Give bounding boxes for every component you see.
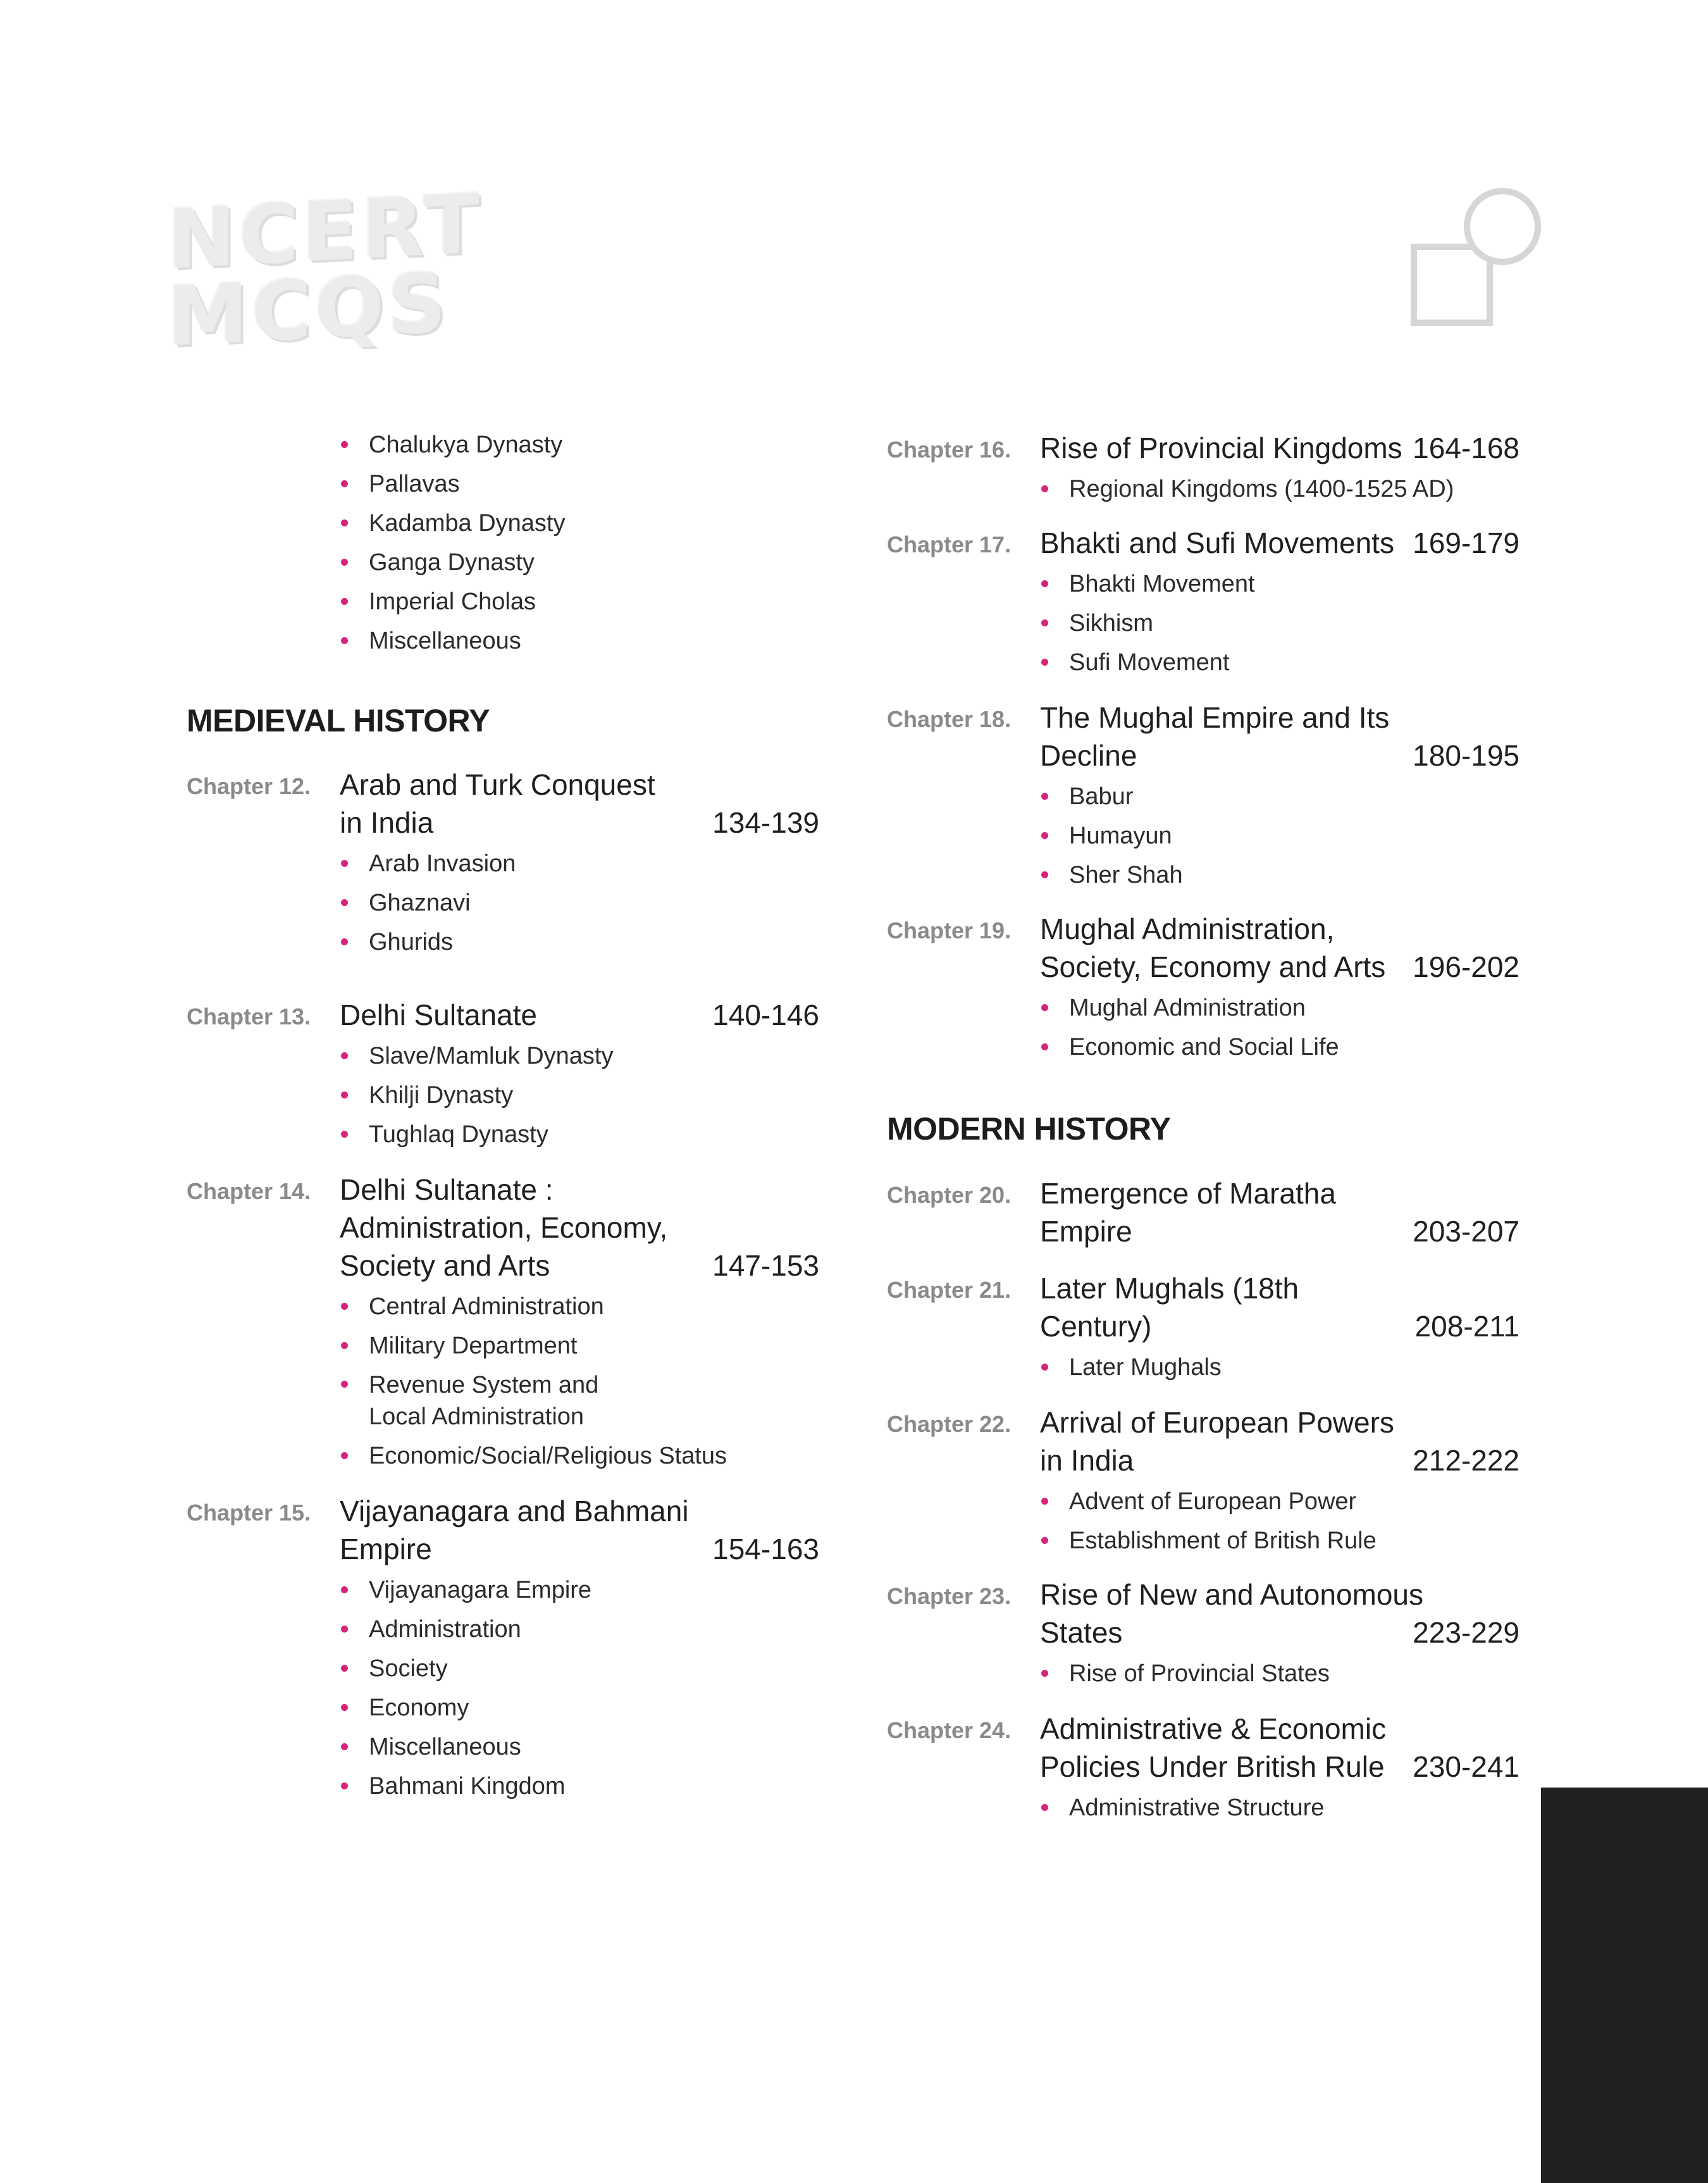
topic-item: Sikhism <box>1040 604 1521 643</box>
chapter-title: Administrative & Economic Policies Under British Rule <box>1040 1712 1387 1783</box>
chapter-pages: 212-222 <box>1413 1444 1519 1477</box>
chapter-pages: 169-179 <box>1413 526 1519 559</box>
chapter-number: Chapter 14. <box>187 1178 311 1204</box>
topic-item: Establishment of British Rule <box>1040 1521 1521 1560</box>
chapter-number: Chapter 22. <box>887 1411 1012 1437</box>
topic-item: Ghaznavi <box>340 883 820 923</box>
topic-item: Economy <box>340 1688 820 1727</box>
topic-list <box>1040 470 1521 509</box>
logo-line-2: MCQS <box>168 256 450 365</box>
topic-item: Economic and Social Life <box>1040 1028 1521 1067</box>
chapter-title: The Mughal Empire and Its Decline <box>1040 701 1390 772</box>
chapter-title: Mughal Administration, Society, Economy and Arts <box>1040 912 1386 983</box>
section-title-modern: MODERN HISTORY <box>887 1111 1171 1147</box>
chapter-number: Chapter 21. <box>887 1277 1012 1303</box>
topic-item: Babur <box>1040 777 1521 816</box>
topic-list <box>1040 1654 1521 1693</box>
topic-item: Bhakti Movement <box>1040 564 1521 604</box>
topic-item: Khilji Dynasty <box>340 1076 820 1115</box>
chapter-number: Chapter 24. <box>887 1717 1012 1743</box>
topic-list <box>1040 1348 1521 1387</box>
topic-item: Imperial Cholas <box>340 582 820 621</box>
chapter-pages: 164-168 <box>1413 432 1519 464</box>
chapter-title: Bhakti and Sufi Movements <box>1040 526 1394 559</box>
topic-item: Ghurids <box>340 923 820 962</box>
topic-list <box>1040 564 1521 682</box>
chapter-pages: 223-229 <box>1413 1616 1519 1649</box>
chapter-number: Chapter 15. <box>187 1500 311 1526</box>
chapter-pages: 203-207 <box>1413 1215 1519 1248</box>
page-edge-tab <box>1541 1788 1708 2183</box>
topic-list <box>340 1036 820 1154</box>
topic-item: Sufi Movement <box>1040 643 1521 682</box>
topic-item: Pallavas <box>340 464 820 504</box>
chapter-number: Chapter 19. <box>887 917 1012 943</box>
ncert-mcqs-logo <box>168 177 483 365</box>
square-circle-mark-icon <box>1408 183 1547 342</box>
topic-list <box>1040 777 1521 895</box>
chapter-title: Vijayanagara and Bahmani Empire <box>340 1495 689 1565</box>
topic-item: Later Mughals <box>1040 1348 1521 1387</box>
logo-line-1: NCERT <box>168 177 483 288</box>
section-title-medieval: MEDIEVAL HISTORY <box>187 703 490 738</box>
topic-list <box>1040 988 1521 1067</box>
topic-item: Miscellaneous <box>340 1727 820 1767</box>
topic-list <box>1040 1788 1521 1827</box>
topic-item: Slave/Mamluk Dynasty <box>340 1036 820 1076</box>
chapter-pages: 208-211 <box>1414 1310 1519 1343</box>
chapter-pages: 154-163 <box>712 1533 819 1565</box>
topic-item: Central Administration <box>340 1287 820 1326</box>
topic-item: Society <box>340 1649 820 1688</box>
topic-item: Tughlaq Dynasty <box>340 1115 820 1154</box>
topic-item: Regional Kingdoms (1400-1525 AD) <box>1040 470 1521 509</box>
topic-item: Administrative Structure <box>1040 1788 1521 1827</box>
chapter-title: Later Mughals (18th Century) <box>1040 1272 1299 1343</box>
chapter-pages: 180-195 <box>1413 739 1519 772</box>
chapter-pages: 196-202 <box>1413 950 1519 983</box>
topic-item: Humayun <box>1040 816 1521 855</box>
topic-item: Rise of Provincial States <box>1040 1654 1521 1693</box>
topic-item: Ganga Dynasty <box>340 543 820 582</box>
topic-item: Chalukya Dynasty <box>340 425 820 464</box>
topic-item: Bahmani Kingdom <box>340 1767 820 1806</box>
chapter-title: Arab and Turk Conquest in India <box>340 768 655 839</box>
topic-item: Mughal Administration <box>1040 988 1521 1028</box>
chapter-title: Delhi Sultanate <box>340 998 537 1031</box>
topic-item: Military Department <box>340 1326 820 1365</box>
chapter-number: Chapter 20. <box>887 1182 1012 1208</box>
chapter-number: Chapter 16. <box>887 437 1012 463</box>
topic-item: Economic/Social/Religious Status <box>340 1436 820 1476</box>
chapter-title: Rise of Provincial Kingdoms <box>1040 432 1402 464</box>
chapter-title: Emergence of Maratha Empire <box>1040 1177 1336 1248</box>
chapter-pages: 134-139 <box>712 806 819 839</box>
chapter-title: Delhi Sultanate : Administration, Economy, Society and Arts <box>340 1173 668 1282</box>
topic-item: Revenue System and Local Administration <box>340 1365 647 1436</box>
topic-list <box>1040 1482 1521 1560</box>
topic-list <box>340 844 820 962</box>
topic-item: Arab Invasion <box>340 844 820 883</box>
topic-item: Advent of European Power <box>1040 1482 1521 1521</box>
chapter-title: Arrival of European Powers in India <box>1040 1406 1394 1477</box>
topic-item: Sher Shah <box>1040 855 1521 895</box>
chapter-pages: 140-146 <box>712 998 819 1031</box>
chapter-number: Chapter 18. <box>887 706 1012 732</box>
chapter-number: Chapter 23. <box>887 1583 1012 1609</box>
topic-item: Miscellaneous <box>340 621 820 661</box>
prev-chapter-topic-list <box>340 425 820 661</box>
topic-list <box>340 1570 820 1806</box>
chapter-number: Chapter 13. <box>187 1004 311 1029</box>
chapter-pages: 230-241 <box>1413 1750 1519 1783</box>
chapter-title: Rise of New and Autonomous States <box>1040 1578 1424 1649</box>
chapter-pages: 147-153 <box>712 1249 819 1282</box>
topic-item: Administration <box>340 1610 820 1649</box>
topic-item: Vijayanagara Empire <box>340 1570 820 1610</box>
chapter-number: Chapter 17. <box>887 532 1012 557</box>
topic-list <box>340 1287 820 1476</box>
topic-item: Kadamba Dynasty <box>340 504 820 543</box>
chapter-number: Chapter 12. <box>187 773 311 799</box>
